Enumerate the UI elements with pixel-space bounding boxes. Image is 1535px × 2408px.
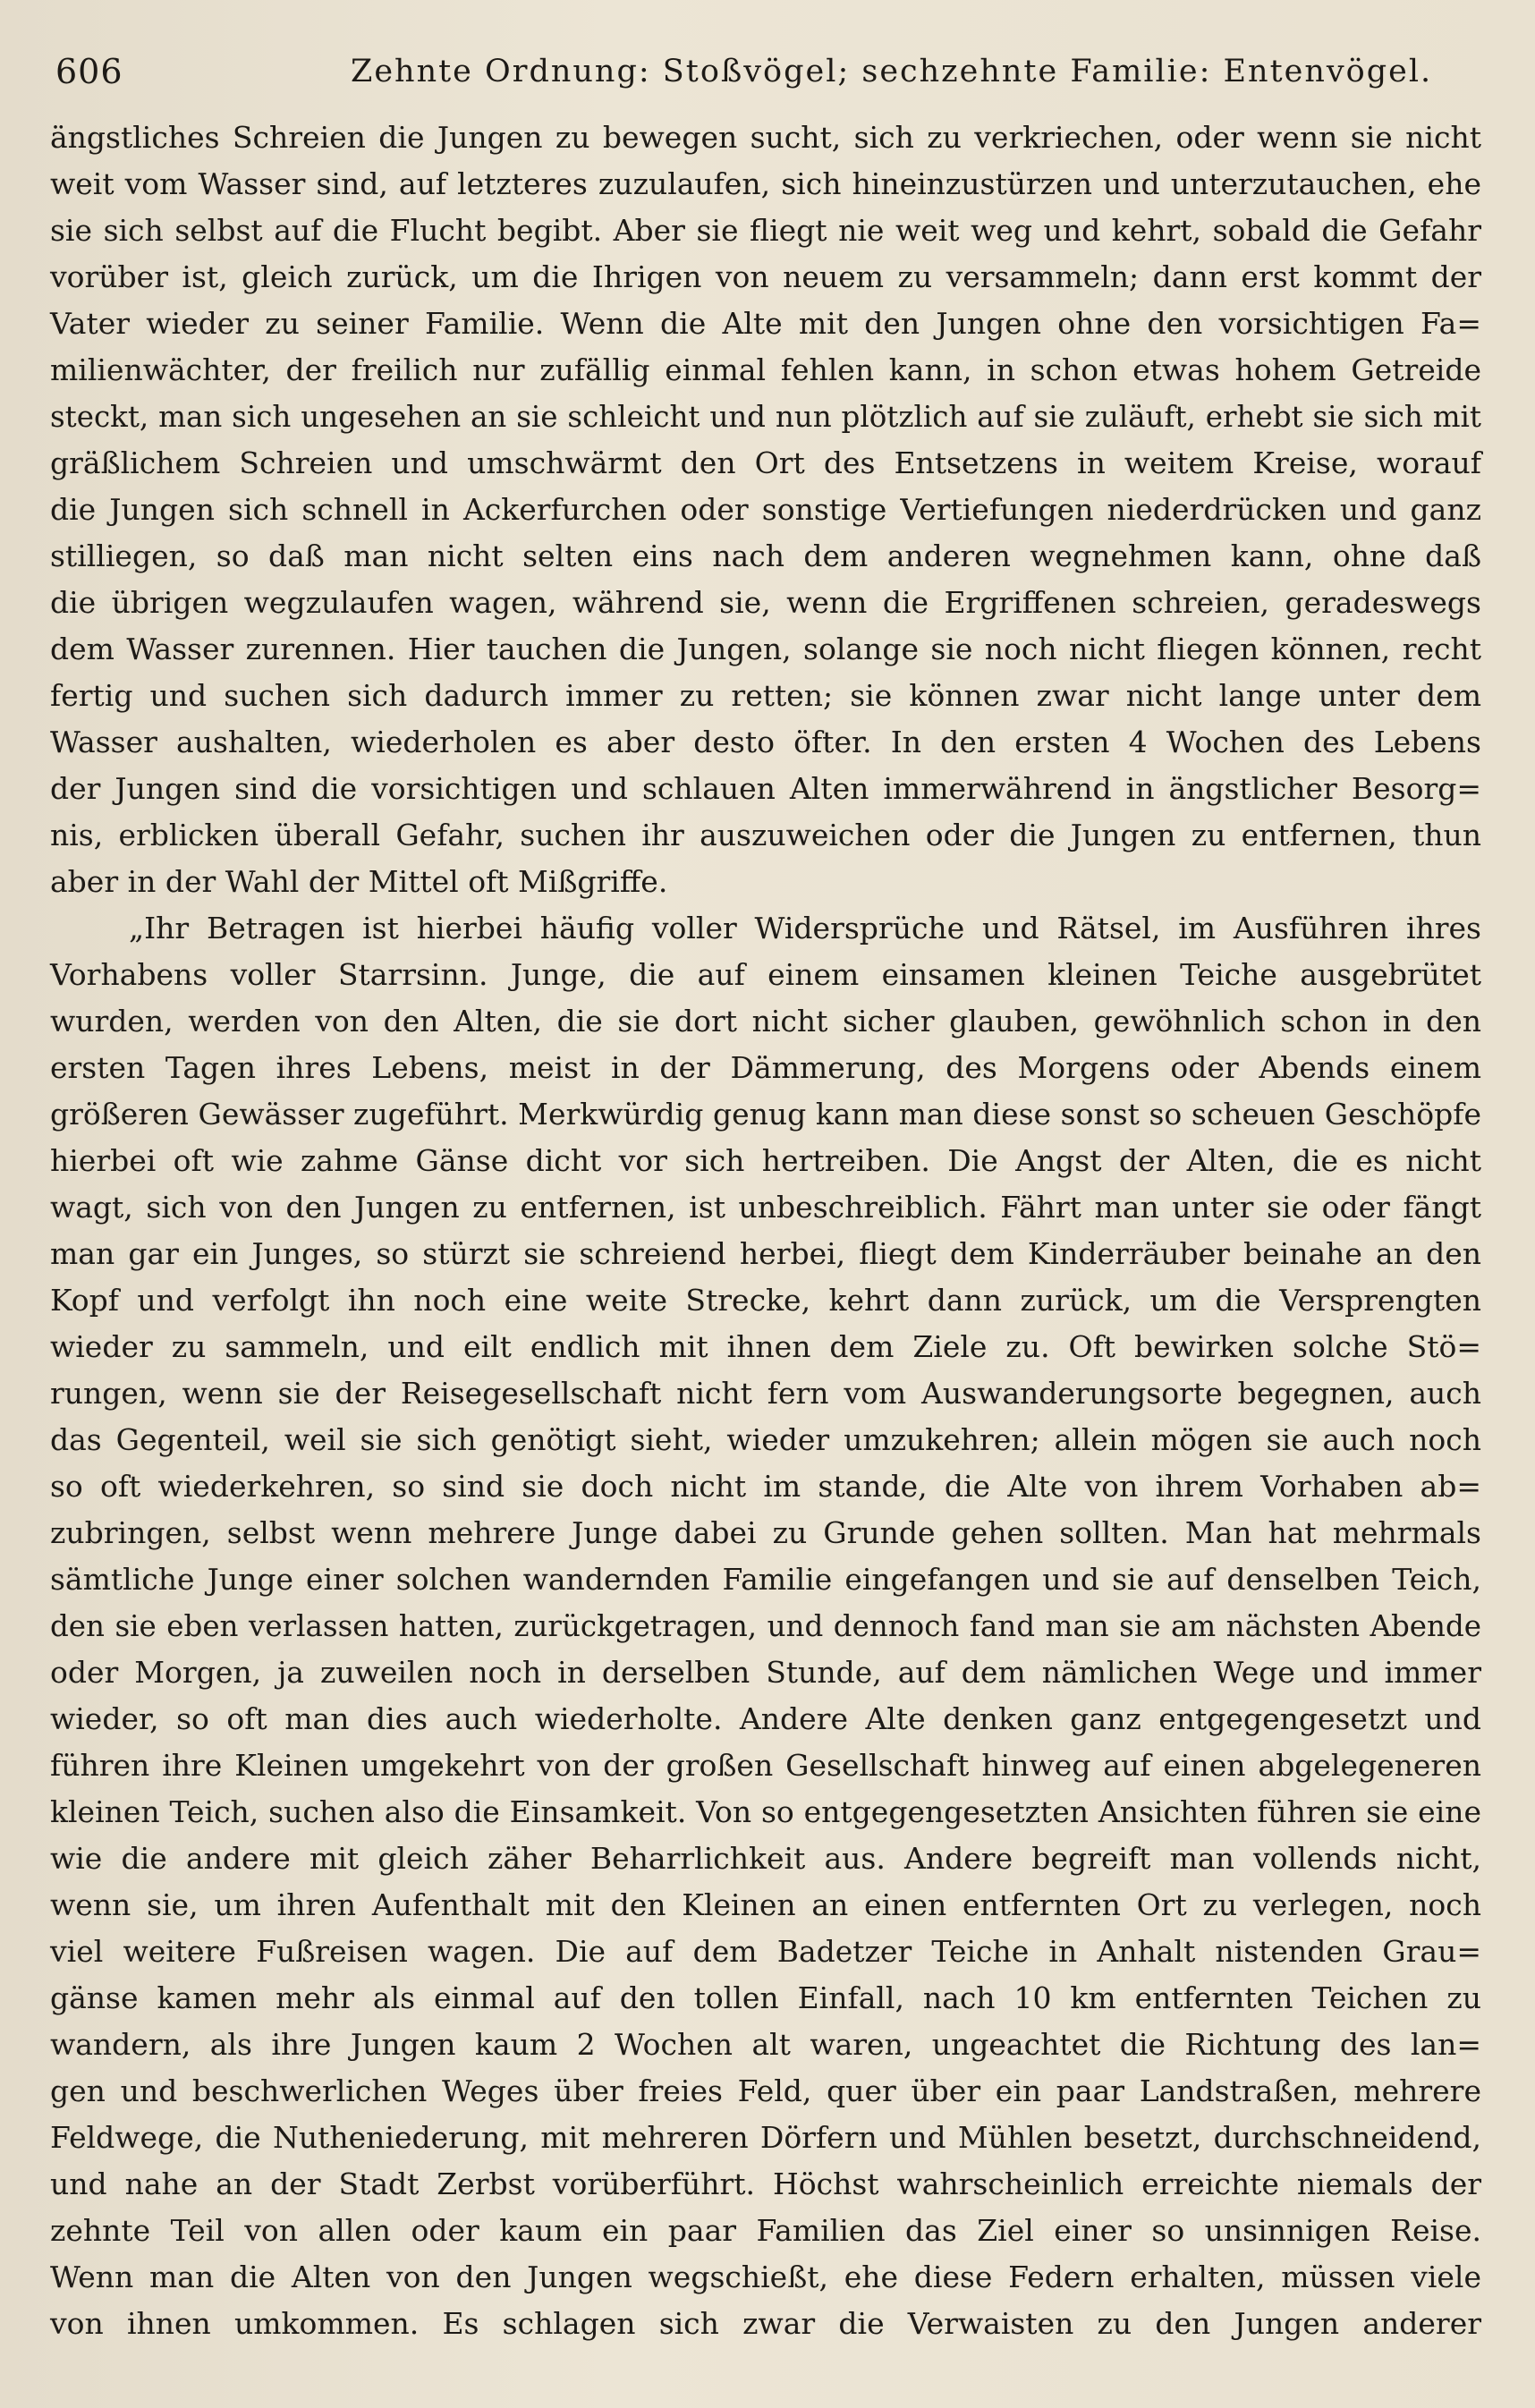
text-line: steckt, man sich ungesehen an sie schleicht und nun plötzlich auf sie zuläuft, erhebt sie sich mit [50, 400, 1481, 434]
text-line: wandern, als ihre Jungen kaum 2 Wochen alt waren, ungeachtet die Richtung des lan= [50, 2027, 1481, 2062]
text-line: führen ihre Kleinen umgekehrt von der großen Gesellschaft hinweg auf einen abgelegeneren [50, 1748, 1481, 1783]
text-line: die Jungen sich schnell in Ackerfurchen oder sonstige Vertiefungen niederdrücken und ganz [50, 492, 1481, 527]
running-head: Zehnte Ordnung: Stoßvögel; sechzehnte Familie: Entenvögel. [351, 54, 1433, 89]
page-number: 606 [55, 52, 123, 91]
text-line: Wasser aushalten, wiederholen es aber desto öfter. In den ersten 4 Wochen des Lebens [50, 725, 1481, 759]
text-line: Vater wieder zu seiner Familie. Wenn die Alte mit den Jungen ohne den vorsichtigen Fa= [50, 306, 1481, 341]
text-line: oder Morgen, ja zuweilen noch in derselben Stunde, auf dem nämlichen Wege und immer [50, 1655, 1481, 1690]
paragraph-1 [50, 114, 1481, 905]
text-line: „Ihr Betragen ist hierbei häufig voller Widersprüche und Rätsel, im Ausführen ihres [129, 911, 1481, 945]
text-line: wurden, werden von den Alten, die sie dort nicht sicher glauben, gewöhnlich schon in den [50, 1004, 1481, 1039]
text-line: dem Wasser zurennen. Hier tauchen die Jungen, solange sie noch nicht fliegen können, recht [50, 632, 1481, 666]
text-line: gräßlichem Schreien und umschwärmt den Ort des Entsetzens in weitem Kreise, worauf [50, 445, 1481, 480]
text-line: Kopf und verfolgt ihn noch eine weite Strecke, kehrt dann zurück, um die Versprengten [50, 1283, 1481, 1318]
text-line: den sie eben verlassen hatten, zurückgetragen, und dennoch fand man sie am nächsten Abende [50, 1609, 1481, 1643]
text-line: so oft wiederkehren, so sind sie doch nicht im stande, die Alte von ihrem Vorhaben ab= [50, 1469, 1481, 1504]
text-line: milienwächter, der freilich nur zufällig einmal fehlen kann, in schon etwas hohem Getreide [50, 352, 1481, 387]
text-line: gänse kamen mehr als einmal auf den tollen Einfall, nach 10 km entfernten Teichen zu [50, 1980, 1481, 2015]
paragraph-2 [50, 905, 1481, 2347]
body-text [50, 114, 1481, 2347]
text-line: rungen, wenn sie der Reisegesellschaft nicht fern vom Auswanderungsorte begegnen, auch [50, 1376, 1481, 1411]
text-line: Wenn man die Alten von den Jungen wegschießt, ehe diese Federn erhalten, müssen viele [50, 2260, 1481, 2294]
text-line: das Gegenteil, weil sie sich genötigt sieht, wieder umzukehren; allein mögen sie auch noch [50, 1422, 1481, 1457]
text-line: der Jungen sind die vorsichtigen und schlauen Alten immerwährend in ängstlicher Besorg= [50, 771, 1481, 806]
text-line: Feldwege, die Nutheniederung, mit mehreren Dörfern und Mühlen besetzt, durchschneidend, [50, 2120, 1481, 2155]
text-line: man gar ein Junges, so stürzt sie schreiend herbei, fliegt dem Kinderräuber beinahe an den [50, 1236, 1481, 1271]
text-line: größeren Gewässer zugeführt. Merkwürdig genug kann man diese sonst so scheuen Geschöpfe [50, 1097, 1481, 1132]
text-line: Vorhabens voller Starrsinn. Junge, die auf einem einsamen kleinen Teiche ausgebrütet [50, 957, 1481, 992]
text-line: aber in der Wahl der Mittel oft Mißgriffe. [50, 864, 668, 899]
text-line: wie die andere mit gleich zäher Beharrlichkeit aus. Andere begreift man vollends nicht, [50, 1841, 1481, 1876]
text-line: die übrigen wegzulaufen wagen, während sie, wenn die Ergriffenen schreien, geradeswegs [50, 585, 1481, 620]
text-line: gen und beschwerlichen Weges über freies Feld, quer über ein paar Landstraßen, mehrere [50, 2073, 1481, 2108]
text-line: zehnte Teil von allen oder kaum ein paar Familien das Ziel einer so unsinnigen Reise. [50, 2213, 1481, 2248]
text-line: fertig und suchen sich dadurch immer zu retten; sie können zwar nicht lange unter dem [50, 678, 1481, 713]
page-header [55, 45, 1469, 98]
text-line: ersten Tagen ihres Lebens, meist in der Dämmerung, des Morgens oder Abends einem [50, 1050, 1481, 1085]
text-line: wenn sie, um ihren Aufenthalt mit den Kleinen an einen entfernten Ort zu verlegen, noch [50, 1887, 1481, 1922]
text-line: wieder zu sammeln, und eilt endlich mit ihnen dem Ziele zu. Oft bewirken solche Stö= [50, 1329, 1481, 1364]
text-line: sämtliche Junge einer solchen wandernden Familie eingefangen und sie auf denselben Teich, [50, 1562, 1481, 1597]
text-line: wieder, so oft man dies auch wiederholte. Andere Alte denken ganz entgegengesetzt und [50, 1701, 1481, 1736]
text-line: ängstliches Schreien die Jungen zu bewegen sucht, sich zu verkriechen, oder wenn sie nicht [50, 120, 1481, 155]
text-line: und nahe an der Stadt Zerbst vorüberführt. Höchst wahrscheinlich erreichte niemals der [50, 2166, 1481, 2201]
text-line: viel weitere Fußreisen wagen. Die auf dem Badetzer Teiche in Anhalt nistenden Grau= [50, 1934, 1481, 1969]
text-line: wagt, sich von den Jungen zu entfernen, ist unbeschreiblich. Fährt man unter sie oder fängt [50, 1190, 1481, 1225]
text-line: nis, erblicken überall Gefahr, suchen ihr auszuweichen oder die Jungen zu entfernen, thun [50, 818, 1481, 852]
text-line: weit vom Wasser sind, auf letzteres zuzulaufen, sich hineinzustürzen und unterzutauchen, ehe [50, 166, 1481, 201]
text-line: stilliegen, so daß man nicht selten eins nach dem anderen wegnehmen kann, ohne daß [50, 538, 1481, 573]
text-line: sie sich selbst auf die Flucht begibt. Aber sie fliegt nie weit weg und kehrt, sobald die Gefahr [50, 213, 1481, 248]
text-line: hierbei oft wie zahme Gänse dicht vor sich hertreiben. Die Angst der Alten, die es nicht [50, 1143, 1481, 1178]
text-line: zubringen, selbst wenn mehrere Junge dabei zu Grunde gehen sollten. Man hat mehrmals [50, 1515, 1481, 1550]
text-line: von ihnen umkommen. Es schlagen sich zwar die Verwaisten zu den Jungen anderer [50, 2306, 1481, 2341]
text-line: vorüber ist, gleich zurück, um die Ihrigen von neuem zu versammeln; dann erst kommt der [50, 259, 1481, 294]
text-line: kleinen Teich, suchen also die Einsamkeit. Von so entgegengesetzten Ansichten führen sie eine [50, 1794, 1481, 1829]
